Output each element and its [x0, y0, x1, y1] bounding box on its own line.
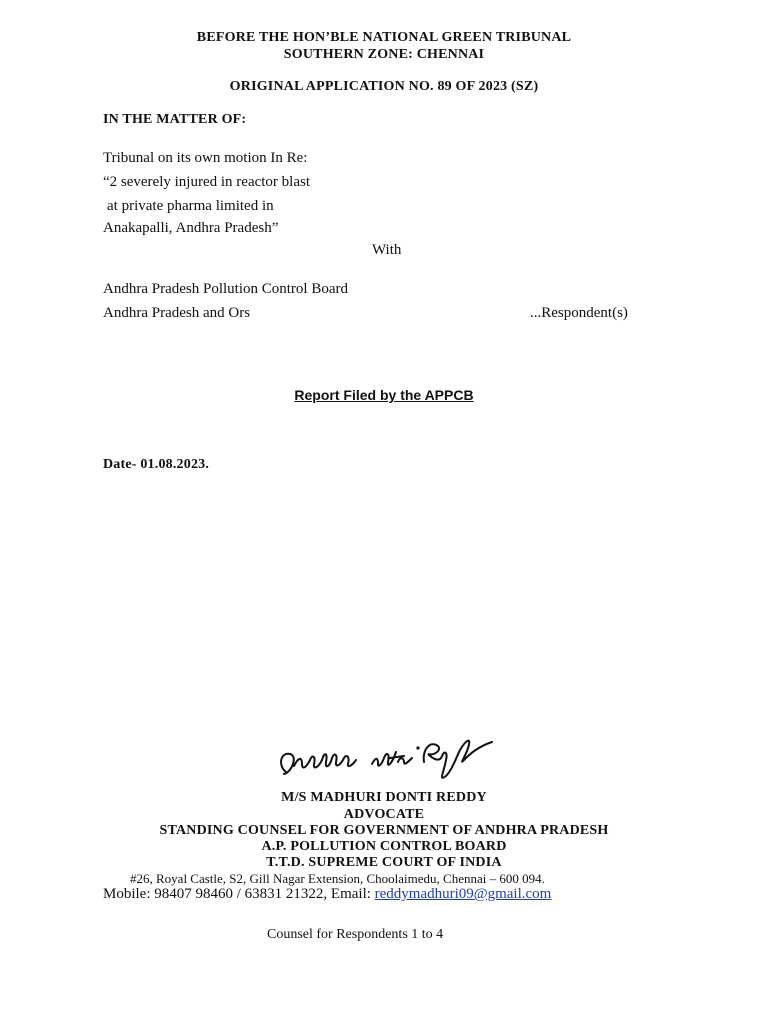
respondent-line-2: Andhra Pradesh and Ors	[103, 305, 251, 321]
header-line-1: BEFORE THE HON’BLE NATIONAL GREEN TRIBUNAL	[196, 30, 572, 45]
counsel-role: ADVOCATE	[343, 807, 425, 822]
document-date: Date- 01.08.2023.	[103, 457, 210, 472]
matter-line-1: Tribunal on its own motion In Re:	[103, 150, 308, 166]
matter-line-3: at private pharma limited in	[107, 198, 274, 214]
counsel-standing: STANDING COUNSEL FOR GOVERNMENT OF ANDHRA PRADESH	[159, 823, 609, 838]
counsel-court: T.T.D. SUPREME COURT OF INDIA	[266, 855, 502, 870]
counsel-board: A.P. POLLUTION CONTROL BOARD	[261, 839, 507, 854]
application-number: ORIGINAL APPLICATION NO. 89 OF 2023 (SZ)	[229, 79, 539, 94]
respondent-line-1: Andhra Pradesh Pollution Control Board	[103, 281, 348, 297]
counsel-contact	[103, 886, 551, 903]
matter-line-4: Anakapalli, Andhra Pradesh”	[103, 220, 279, 236]
respondent-label: ...Respondent(s)	[530, 305, 628, 321]
header-line-2: SOUTHERN ZONE: CHENNAI	[283, 47, 485, 62]
counsel-address: #26, Royal Castle, S2, Gill Nagar Extension, Choolaimedu, Chennai – 600 094.	[130, 871, 545, 886]
matter-heading: IN THE MATTER OF:	[103, 112, 247, 127]
counsel-footer: Counsel for Respondents 1 to 4	[267, 927, 444, 942]
contact-text: Mobile: 98407 98460 / 63831 21322, Email:	[103, 886, 375, 902]
matter-line-2: “2 severely injured in reactor blast	[103, 174, 310, 190]
counsel-name: M/S MADHURI DONTI REDDY	[281, 790, 487, 805]
email-link[interactable]: reddymadhuri09@gmail.com	[374, 886, 552, 902]
report-title: Report Filed by the APPCB	[294, 387, 474, 403]
signature	[272, 722, 504, 784]
with-label: With	[372, 242, 402, 258]
